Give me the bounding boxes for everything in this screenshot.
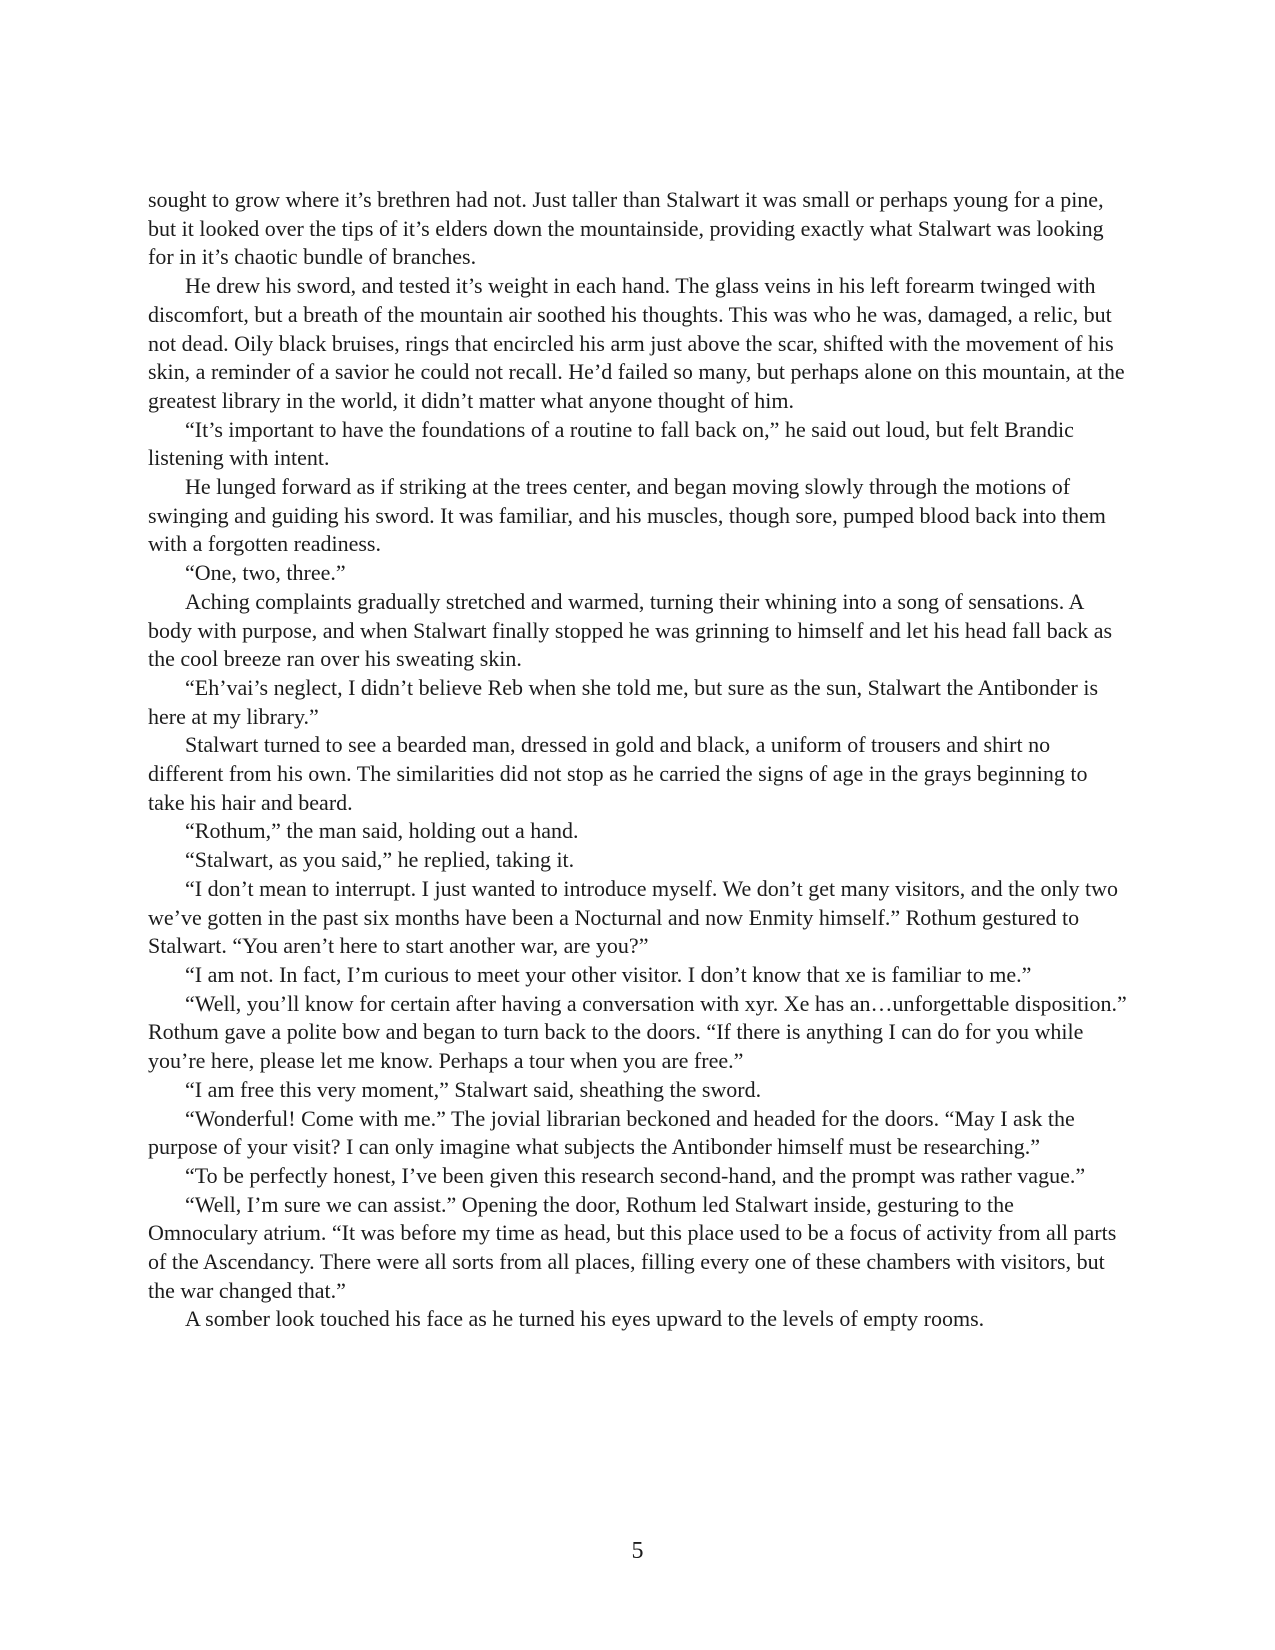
paragraph-1: sought to grow where it’s brethren had not. Just taller than Stalwart it was small or perhaps young for a pine, but it looked over the tips of it’s elders down the mountainside, providing exactly what Stalwart was looking for in it’s chaotic bundle of branches.: [148, 187, 1104, 270]
paragraph-13: “Well, you’ll know for certain after having a conversation with xyr. Xe has an…unforgettable disposition.” Rothum gave a polite bow and began to turn back to the doors. “If there is anything I can do for you while you’re here, please let me know. Perhaps a tour when you are free.”: [148, 990, 1127, 1074]
paragraph-5: “One, two, three.”: [185, 560, 346, 586]
paragraph-15: “Wonderful! Come with me.” The jovial librarian beckoned and headed for the doors. “May I ask the purpose of your visit? I can only imagine what subjects the Antibonder himself must be researching.”: [148, 1105, 1075, 1160]
paragraph-2: He drew his sword, and tested it’s weight in each hand. The glass veins in his left forearm twinged with discomfort, but a breath of the mountain air soothed his thoughts. This was who he was, damaged, a relic, but not dead. Oily black bruises, rings that encircled his arm just above the scar, shifted with the movement of his skin, a reminder of a savior he could not recall. He’d failed so many, but perhaps alone on this mountain, at the greatest library in the world, it didn’t matter what anyone thought of him.: [148, 273, 1125, 413]
paragraph-14: “I am free this very moment,” Stalwart said, sheathing the sword.: [185, 1076, 762, 1102]
paragraph-8: Stalwart turned to see a bearded man, dressed in gold and black, a uniform of trousers and shirt no different from his own. The similarities did not stop as he carried the signs of age in the grays beginning to take his hair and beard.: [148, 732, 1088, 815]
paragraph-4: He lunged forward as if striking at the trees center, and began moving slowly through the motions of swinging and guiding his sword. It was familiar, and his muscles, though sore, pumped blood back into them with a forgotten readiness.: [148, 474, 1106, 557]
paragraph-16: “To be perfectly honest, I’ve been given this research second-hand, and the prompt was rather vague.”: [185, 1162, 1086, 1188]
body-text: [148, 186, 1128, 1334]
paragraph-11: “I don’t mean to interrupt. I just wanted to introduce myself. We don’t get many visitors, and the only two we’ve gotten in the past six months have been a Nocturnal and now Enmity himself.” Rothum gestured to Stalwart. “You aren’t here to start another war, are you?”: [148, 875, 1119, 959]
paragraph-17: “Well, I’m sure we can assist.” Opening the door, Rothum led Stalwart inside, gesturing to the Omnoculary atrium. “It was before my time as head, but this place used to be a focus of activity from all parts of the Ascendancy. There were all sorts from all places, filling every one of these chambers with visitors, but the war changed that.”: [148, 1191, 1117, 1303]
paragraph-9: “Rothum,” the man said, holding out a hand.: [185, 818, 579, 844]
paragraph-12: “I am not. In fact, I’m curious to meet your other visitor. I don’t know that xe is familiar to me.”: [185, 961, 1032, 987]
paragraph-10: “Stalwart, as you said,” he replied, taking it.: [185, 847, 575, 873]
paragraph-7: “Eh’vai’s neglect, I didn’t believe Reb when she told me, but sure as the sun, Stalwart the Antibonder is here at my library.”: [148, 674, 1098, 729]
page-number: 5: [631, 1538, 644, 1564]
paragraph-6: Aching complaints gradually stretched and warmed, turning their whining into a song of sensations. A body with purpose, and when Stalwart finally stopped he was grinning to himself and let his head fall back as the cool breeze ran over his sweating skin.: [148, 588, 1113, 672]
paragraph-3: “It’s important to have the foundations of a routine to fall back on,” he said out loud, but felt Brandic listening with intent.: [148, 416, 1074, 471]
paragraph-18: A somber look touched his face as he turned his eyes upward to the levels of empty rooms.: [185, 1306, 985, 1332]
